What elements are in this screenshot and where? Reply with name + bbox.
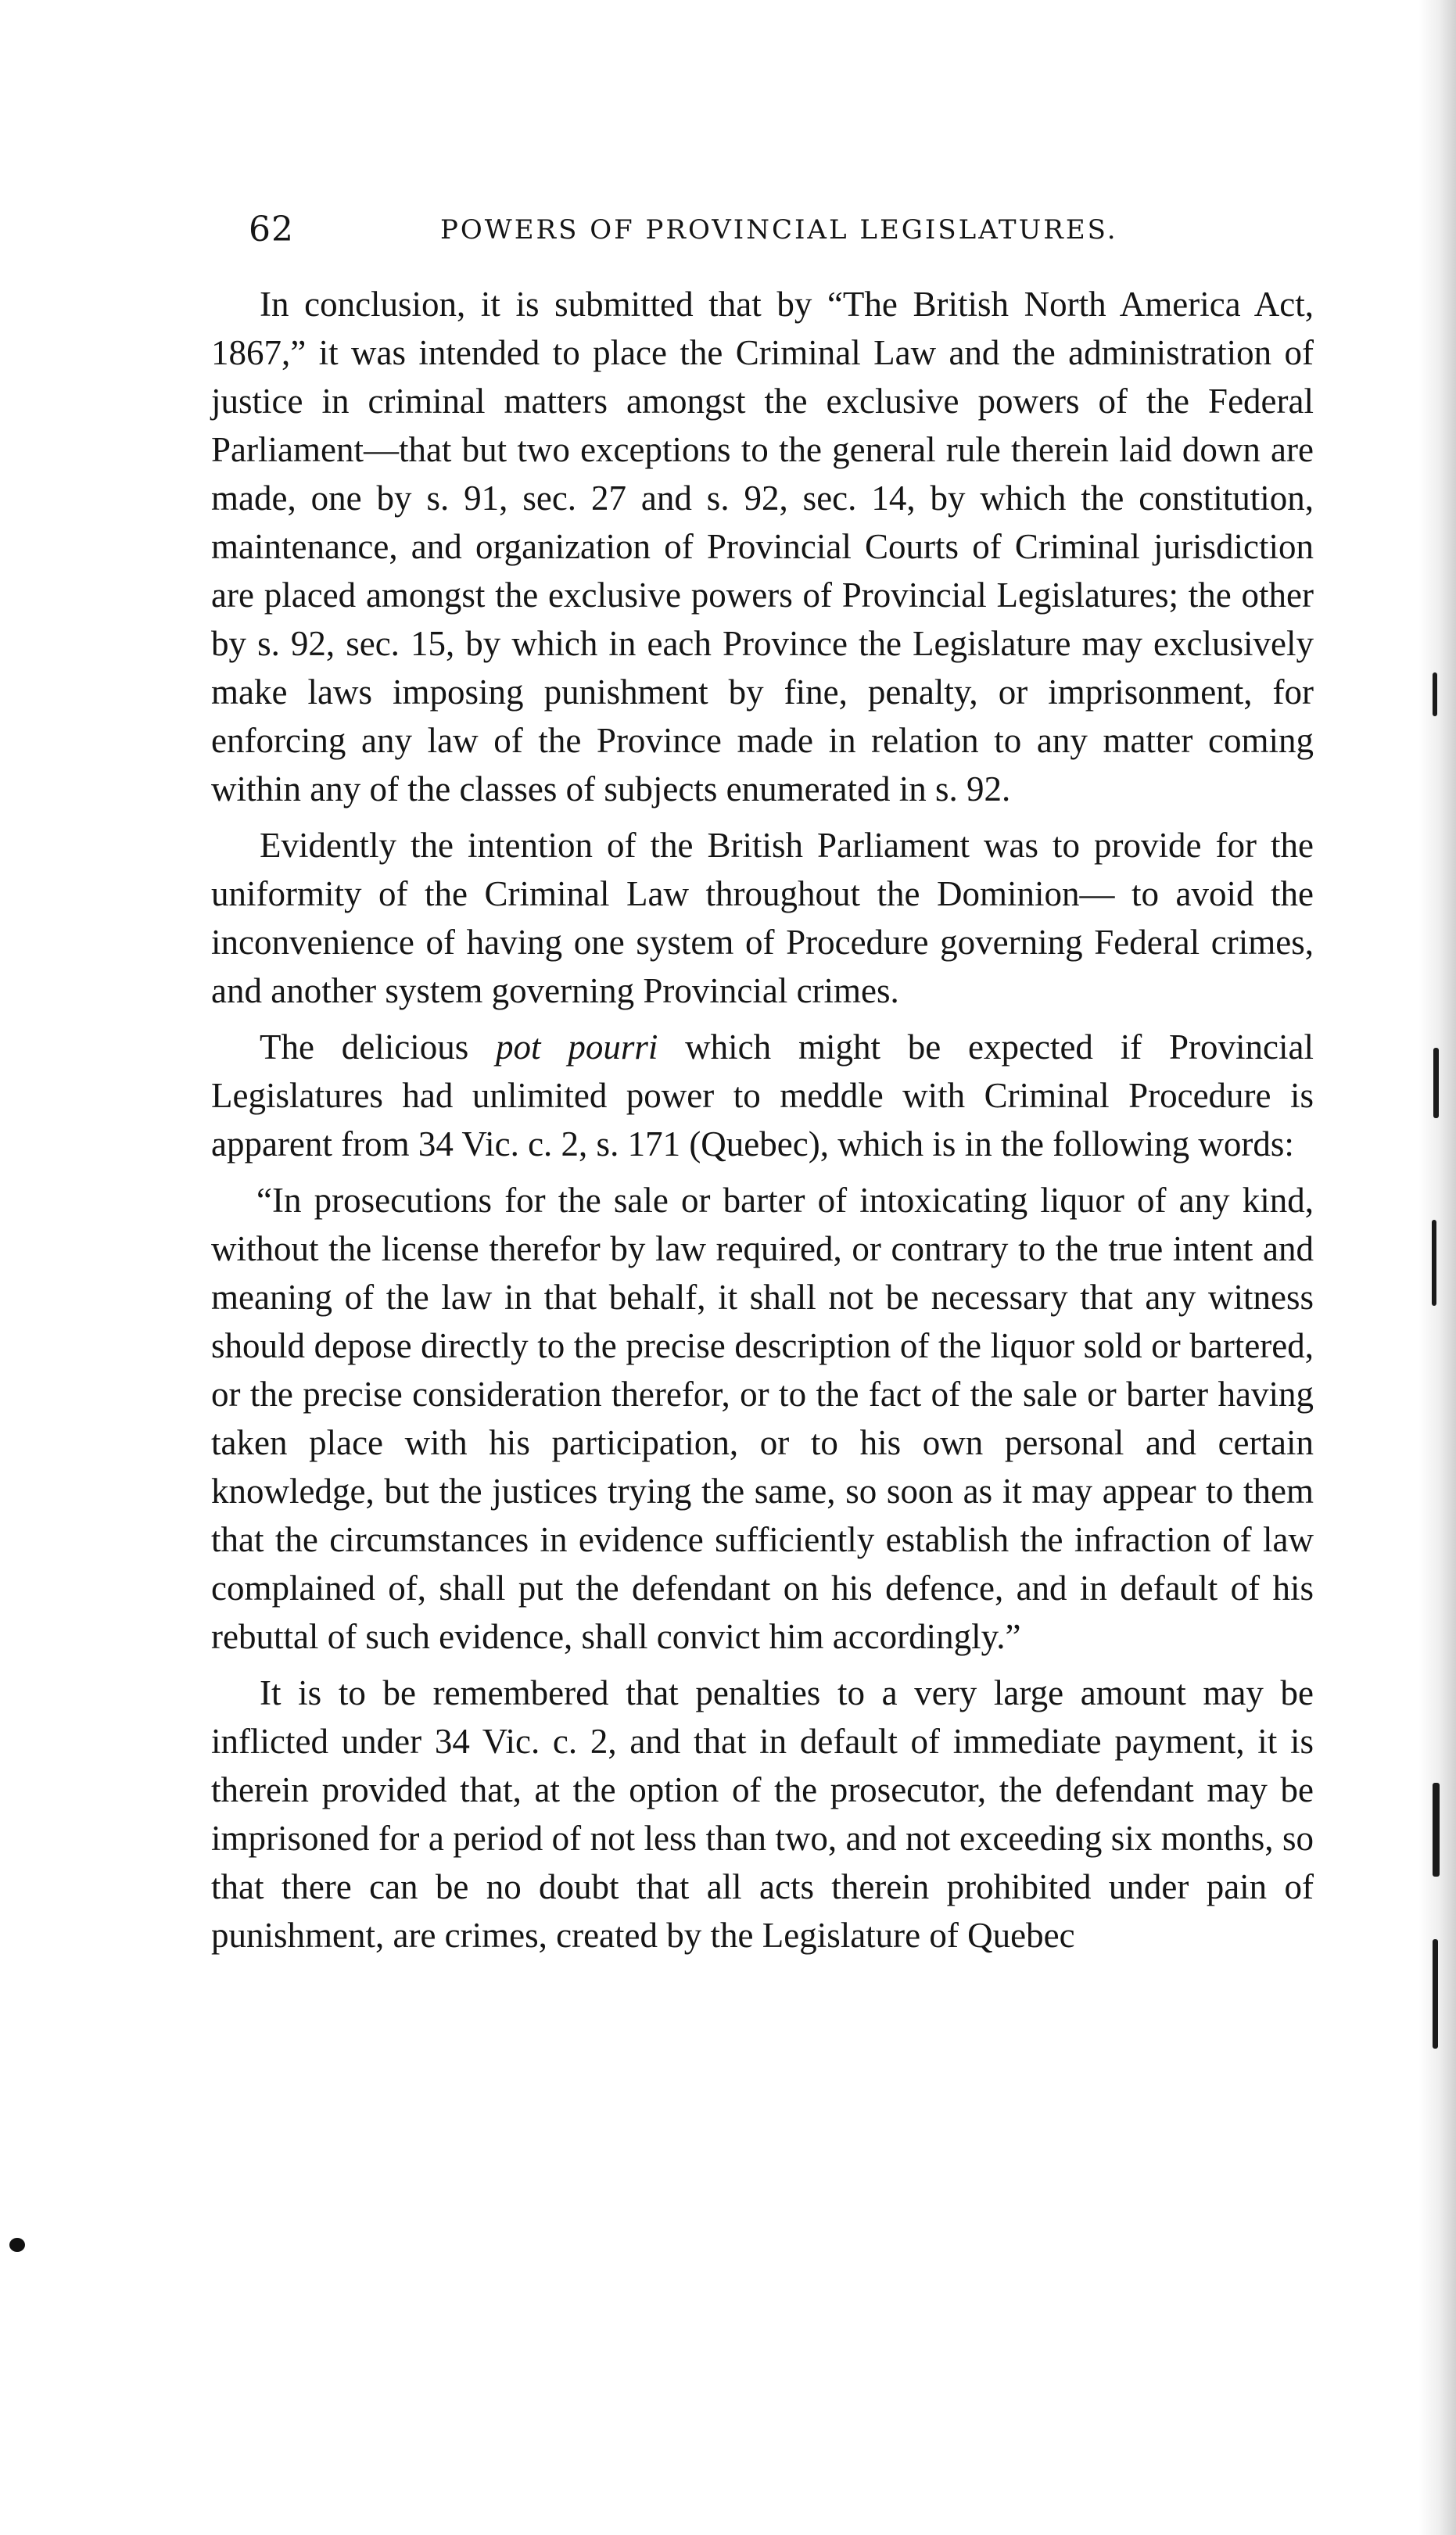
edge-mark — [1433, 1048, 1439, 1118]
edge-mark — [1433, 1939, 1438, 2049]
ink-spot — [9, 2238, 25, 2252]
italic-term: pot pourri — [496, 1027, 658, 1067]
paragraph-intention: Evidently the intention of the British Parliament was to provide for the uniformity of the Criminal Law throughout the Dominion— to avoid the inconvenience of having one system of Procedure governing Federal crimes, and another system governing Provincial crimes. — [211, 826, 1314, 1010]
edge-mark — [1432, 1220, 1436, 1306]
statute-quotation: “In prosecutions for the sale or barter of intoxicating liquor of any kind, without the license therefor by law required, or contrary to the true intent and meaning of the law in that behalf, it shall not be necessary that any witness should depose directly to the precise description of the liquor sold or bartered, or the precise consideration therefor, or to the fact of the sale or barter having taken place with his participation, or to his own personal and certain knowledge, but the justices trying the same, so soon as it may appear to them that the circumstances in evidence sufficiently establish the infraction of law complained of, shall put the defendant on his defence, and in default of his rebuttal of such evidence, shall convict him accordingly.” — [211, 1181, 1314, 1656]
paragraph-pot-pourri-end: which might be expected if Provincial Legislatures had unlimited power to meddle with Criminal Procedure is apparent from 34 Vic. c. 2, s. 171 (Quebec), which is in the following words: — [211, 1027, 1314, 1164]
paragraph-penalties: It is to be remembered that penalties to a very large amount may be inflicted under 34 Vic. c. 2, and that in default of immediate payment, it is therein provided that, at the option of the prosecutor, the defendant may be imprisoned for a period of not less than two, and not exceeding six months, so that there can be no doubt that all acts therein prohibited under pain of punishment, are crimes, created by the Legislature of Quebec — [211, 1673, 1314, 1955]
running-header — [249, 210, 1328, 264]
page-number: 62 — [249, 210, 294, 249]
edge-mark — [1433, 1783, 1440, 1877]
body-text — [211, 280, 1314, 1967]
running-title: POWERS OF PROVINCIAL LEGISLATURES. — [440, 214, 1118, 246]
paragraph-pot-pourri — [211, 1023, 1314, 1168]
paragraph-pot-pourri-start: The delicious — [260, 1027, 497, 1067]
page-edge-shadow — [1418, 0, 1456, 2535]
edge-mark — [1433, 672, 1437, 716]
paragraph-conclusion: In conclusion, it is submitted that by “The British North America Act, 1867,” it was intended to place the Criminal Law and the administration of justice in criminal matters amongst the exclusive powers of the Federal Parliament—that but two exceptions to the general rule therein laid down are made, one by s. 91, sec. 27 and s. 92, sec. 14, by which the constitution, maintenance, and organization of Provincial Courts of Criminal jurisdiction are placed amongst the exclusive powers of Provincial Legislatures; the other by s. 92, sec. 15, by which in each Province the Legislature may exclusively make laws imposing punishment by fine, penalty, or imprisonment, for enforcing any law of the Province made in relation to any matter coming within any of the classes of subjects enumerated in s. 92. — [211, 285, 1314, 809]
